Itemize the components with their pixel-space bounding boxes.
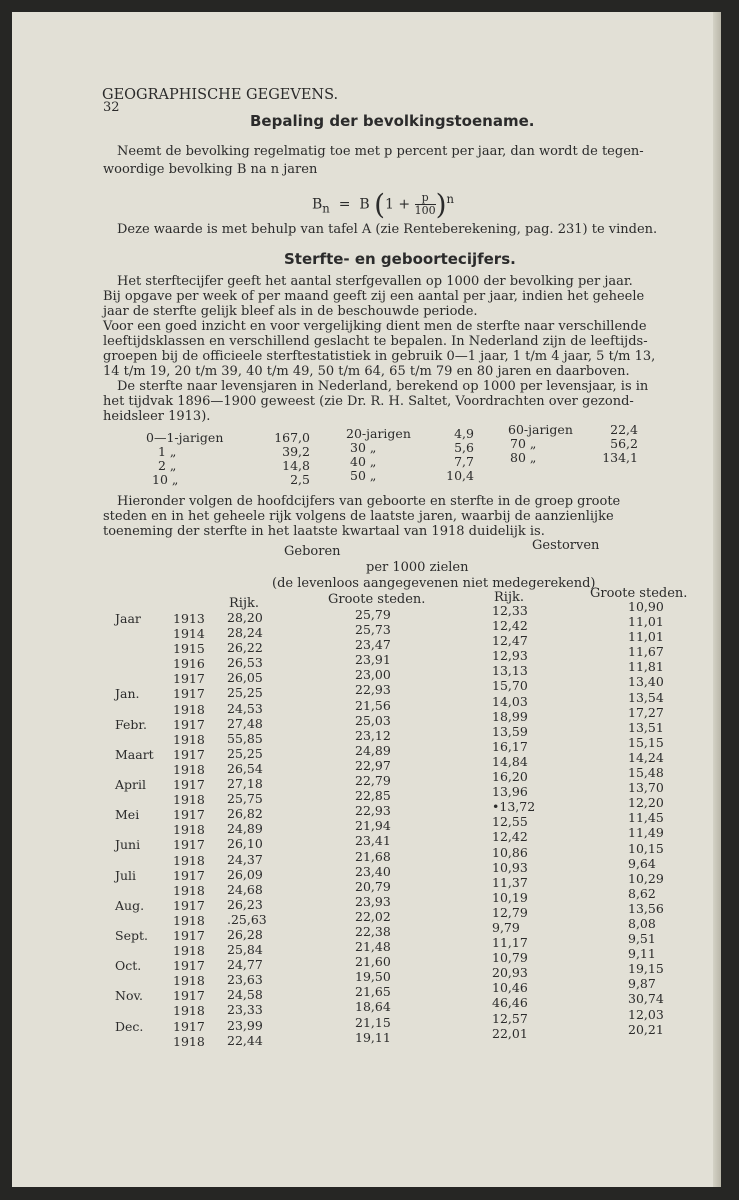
born-rijk-cell: 23,63 [227,972,263,988]
growth-formula: $B_n = B$ (1 + $\frac{p}{100})^n$ [312,188,455,221]
year-cell: 1918 [173,943,205,959]
age-value: 14,8 [282,458,310,473]
died-groote-cell: 12,20 [628,795,664,811]
born-groote-cell: 23,41 [355,833,391,849]
year-cell: 1917 [173,837,205,853]
born-rijk-cell: 24,53 [227,700,263,716]
born-rijk-cell: 26,54 [227,760,263,776]
age-labels-2 [346,426,411,482]
col-died-groote: Groote steden. [590,586,688,601]
age-label: 50 „ [350,468,377,483]
died-rijk-cell: 11,37 [492,874,528,890]
age-label: 40 „ [350,454,377,469]
section-title-sterfte: Sterfte- en geboortecijfers. [284,250,516,268]
column-born-rijk [227,610,267,1048]
age-label: 0—1-jarigen [146,430,224,445]
period-cell: Jaar [115,611,141,626]
period-cell [115,883,154,898]
intro-line: woordige bevolking B na n jaren [103,162,318,177]
year-cell: 1913 [173,611,205,626]
born-groote-cell: 22,93 [355,803,391,819]
year-cell: 1917 [173,927,205,943]
year-cell: 1917 [173,897,205,913]
period-cell: Jan. [115,686,140,702]
born-groote-cell: 18,64 [355,999,391,1015]
died-groote-cell: 11,01 [628,614,664,630]
period-cell: Sept. [115,927,148,943]
died-rijk-cell: 20,93 [492,965,528,981]
para-line: steden en in het geheele rijk volgens de laatste jaren, waarbij de aanzienlijke [103,509,614,524]
period-cell [115,973,154,988]
age-label: 10 „ [152,472,179,487]
died-rijk-cell: 12,42 [492,618,528,634]
age-label: 2 „ [158,458,177,473]
died-groote-cell: 13,54 [628,689,664,705]
died-groote-cell: 20,21 [628,1021,664,1037]
para-line: Het sterftecijfer geeft het aantal sterfgevallen op 1000 der bevolking per jaar. [117,274,633,289]
period-cell: Aug. [115,897,145,913]
born-groote-cell: 23,93 [355,893,391,909]
born-rijk-cell: 22,44 [227,1032,263,1048]
born-rijk-cell: 26,53 [227,655,263,671]
died-rijk-cell: 12,33 [492,603,528,618]
period-cell: Oct. [115,958,142,974]
died-groote-cell: 11,45 [628,810,664,826]
died-groote-cell: 10,29 [628,870,664,886]
age-value: 2,5 [290,472,310,487]
born-groote-cell: 25,79 [355,607,391,622]
year-cell: 1918 [173,761,205,777]
section-title-bevolkingstoename: Bepaling der bevolkingstoename. [250,112,535,130]
died-rijk-cell: 22,01 [492,1025,528,1041]
died-groote-cell: 9,11 [628,946,656,962]
died-groote-cell: 10,15 [628,840,664,856]
age-value: 7,7 [454,454,474,469]
header-note: (de levenloos aangegevenen niet medegerekend) [272,576,596,591]
age-value: 4,9 [454,426,474,441]
died-groote-cell: 9,64 [628,855,656,871]
period-cell [115,732,154,747]
died-rijk-cell: 10,93 [492,859,528,875]
age-label: 30 „ [350,440,377,455]
died-groote-cell: 12,03 [628,1006,664,1022]
born-groote-cell: 23,40 [355,863,391,879]
died-groote-cell: 11,01 [628,629,664,645]
year-cell: 1918 [173,792,205,808]
born-rijk-cell: 25,25 [227,745,263,761]
formula-note: Deze waarde is met behulp van tafel A (zie Renteberekening, pag. 231) te vinden. [117,222,658,237]
age-values-3 [594,422,638,464]
period-cell: Maart [115,746,154,762]
period-cell [115,1003,154,1018]
died-rijk-cell: 11,17 [492,935,528,951]
born-groote-cell: 21,60 [355,954,391,970]
age-label: 60-jarigen [508,422,573,437]
para-line: leeftijdsklassen en verschillend geslacht te bepalen. In Nederland zijn de leeftijds- [103,334,648,349]
born-rijk-cell: 24,68 [227,881,263,897]
col-born-rijk: Rijk. [229,596,259,611]
year-cell: 1917 [173,958,205,974]
born-groote-cell: 23,00 [355,667,391,683]
died-rijk-cell: 16,17 [492,738,528,754]
period-cell: Nov. [115,988,144,1004]
period-cell [115,762,154,777]
died-rijk-cell: 13,59 [492,723,528,739]
died-rijk-cell: 9,79 [492,919,520,935]
period-cell [115,1034,154,1049]
died-groote-cell: 13,56 [628,900,664,916]
born-rijk-cell: 23,99 [227,1017,263,1033]
year-cell: 1914 [173,626,205,642]
formula-fraction [415,192,436,217]
born-rijk-cell: 25,84 [227,942,263,958]
page-number: 32 [103,100,120,115]
born-rijk-cell: 26,05 [227,670,263,686]
para-line: De sterfte naar levensjaren in Nederland, berekend op 1000 per levensjaar, is in [117,379,649,394]
born-groote-cell: 23,91 [355,652,391,668]
died-groote-cell: 11,67 [628,644,664,660]
year-cell: 1917 [173,867,205,883]
died-rijk-cell: 46,46 [492,995,528,1011]
age-value: 5,6 [454,440,474,455]
age-label: 80 „ [510,450,537,465]
year-cell: 1918 [173,852,205,868]
year-cell: 1916 [173,656,205,672]
died-groote-cell: 8,08 [628,915,656,931]
period-cell [115,641,154,656]
period-cell [115,913,154,928]
para-line: toeneming der sterfte in het laatste kwartaal van 1918 duidelijk is. [103,524,545,539]
header-gestorven: Gestorven [532,538,600,553]
born-rijk-cell: 55,85 [227,730,263,746]
born-groote-cell: 19,50 [355,969,391,985]
period-cell: Mei [115,807,140,823]
col-died-rijk: Rijk. [494,590,524,605]
born-groote-cell: 22,85 [355,788,391,804]
died-rijk-cell: 15,70 [492,678,528,694]
died-rijk-cell: 14,03 [492,693,528,709]
formula-lhs-sub: n [322,201,330,216]
period-cell [115,822,154,837]
died-groote-cell: 13,40 [628,674,664,690]
born-groote-cell: 25,03 [355,712,391,728]
born-rijk-cell: 25,25 [227,685,263,701]
born-rijk-cell: 26,82 [227,806,263,822]
year-cell: 1917 [173,988,205,1004]
died-rijk-cell: 12,93 [492,648,528,664]
born-groote-cell: 25,73 [355,622,391,638]
died-rijk-cell: 16,20 [492,769,528,785]
born-rijk-cell: 24,77 [227,957,263,973]
born-rijk-cell: 26,22 [227,640,263,656]
born-groote-cell: 23,47 [355,637,391,653]
period-cell [115,943,154,958]
age-values-1 [264,430,310,486]
died-rijk-cell: •13,72 [492,799,536,815]
born-rijk-cell: 24,89 [227,821,263,837]
born-groote-cell: 21,65 [355,984,391,1000]
para-line: groepen bij de officieele sterftestatistiek in gebruik 0—1 jaar, 1 t/m 4 jaar, 5 t/m 13, [103,349,656,364]
para-line: Voor een goed inzicht en voor vergelijking dient men de sterfte naar verschillende [103,319,647,334]
para-line: jaar de sterfte gelijk bleef als in de beschouwde periode. [103,304,478,319]
column-died-groote [628,599,664,1037]
died-groote-cell: 30,74 [628,991,664,1007]
header-geboren: Geboren [284,544,341,559]
formula-lhs: B [312,196,323,213]
born-rijk-cell: 25,75 [227,791,263,807]
period-cell [115,702,154,717]
died-rijk-cell: 12,42 [492,829,528,845]
age-labels-3 [508,422,573,464]
born-groote-cell: 22,97 [355,757,391,773]
born-groote-cell: 20,79 [355,878,391,894]
died-groote-cell: 13,51 [628,719,664,735]
year-cell: 1917 [173,671,205,687]
year-cell: 1915 [173,641,205,657]
period-cell [115,853,154,868]
died-rijk-cell: 10,46 [492,980,528,996]
year-cell: 1917 [173,1018,205,1034]
age-value: 39,2 [282,444,310,459]
period-cell: Juli [115,867,137,883]
intro-line: Neemt de bevolking regelmatig toe met p percent per jaar, dan wordt de tegen- [117,144,644,159]
period-cell [115,656,154,671]
born-groote-cell: 21,56 [355,697,391,713]
year-cell: 1918 [173,882,205,898]
born-groote-cell: 21,68 [355,848,391,864]
year-cell: 1918 [173,731,205,747]
age-value: 167,0 [274,430,310,445]
born-groote-cell: 24,89 [355,742,391,758]
age-label: 20-jarigen [346,426,411,441]
age-values-2 [438,426,474,482]
period-cell: Juni [115,837,141,853]
column-born-groote [355,607,391,1045]
running-header: GEOGRAPHISCHE GEGEVENS. [102,87,339,103]
died-rijk-cell: 13,96 [492,784,528,800]
year-cell: 1917 [173,777,205,793]
born-groote-cell: 22,79 [355,773,391,789]
died-rijk-cell: 18,99 [492,708,528,724]
born-rijk-cell: .25,63 [227,911,267,927]
para-line: Bij opgave per week of per maand geeft zij een aantal per jaar, indien het geheele [103,289,645,304]
page-edge-shadow [713,12,721,1187]
period-cell [115,671,154,686]
died-groote-cell: 9,87 [628,976,656,992]
period-cell [115,626,154,641]
born-groote-cell: 23,12 [355,727,391,743]
col-born-groote: Groote steden. [328,592,426,607]
born-rijk-cell: 26,23 [227,896,263,912]
died-groote-cell: 15,15 [628,734,664,750]
column-died-rijk [492,603,535,1041]
year-cell: 1917 [173,716,205,732]
period-cell: April [115,777,146,793]
age-value: 134,1 [602,450,638,465]
column-year [173,611,205,1049]
died-rijk-cell: 10,19 [492,889,528,905]
book-page [12,12,721,1187]
year-cell: 1918 [173,822,205,838]
died-groote-cell: 13,70 [628,780,664,796]
born-groote-cell: 19,11 [355,1029,391,1045]
year-cell: 1918 [173,701,205,717]
born-rijk-cell: 28,24 [227,625,263,641]
died-groote-cell: 11,49 [628,825,664,841]
born-rijk-cell: 23,33 [227,1002,263,1018]
year-cell: 1917 [173,686,205,702]
para-line: het tijdvak 1896—1900 geweest (zie Dr. R. H. Saltet, Voordrachten over gezond- [103,394,634,409]
died-rijk-cell: 12,79 [492,904,528,920]
formula-num: p [415,192,436,205]
age-labels-1 [146,430,223,486]
died-rijk-cell: 13,13 [492,663,528,679]
header-per-1000: per 1000 zielen [366,560,469,575]
formula-b: B [359,196,370,213]
born-groote-cell: 22,02 [355,908,391,924]
born-groote-cell: 21,48 [355,939,391,955]
died-groote-cell: 17,27 [628,704,664,720]
para-line: 14 t/m 19, 20 t/m 39, 40 t/m 49, 50 t/m 64, 65 t/m 79 en 80 jaren en daarboven. [103,364,630,379]
born-rijk-cell: 26,10 [227,836,263,852]
born-rijk-cell: 28,20 [227,610,263,625]
died-rijk-cell: 10,79 [492,950,528,966]
born-groote-cell: 22,38 [355,923,391,939]
age-label: 70 „ [510,436,537,451]
age-value: 22,4 [610,422,638,437]
died-rijk-cell: 12,47 [492,633,528,649]
born-rijk-cell: 27,48 [227,715,263,731]
died-rijk-cell: 10,86 [492,844,528,860]
age-value: 10,4 [446,468,474,483]
age-value: 56,2 [610,436,638,451]
died-groote-cell: 8,62 [628,885,656,901]
year-cell: 1918 [173,912,205,928]
born-groote-cell: 21,15 [355,1014,391,1030]
period-cell: Dec. [115,1018,144,1034]
formula-exp: n [446,191,455,206]
born-rijk-cell: 27,18 [227,776,263,792]
born-rijk-cell: 26,09 [227,866,263,882]
died-groote-cell: 19,15 [628,961,664,977]
column-period [115,611,154,1049]
year-cell: 1917 [173,746,205,762]
died-groote-cell: 10,90 [628,599,664,614]
born-rijk-cell: 24,37 [227,851,263,867]
period-cell: Febr. [115,716,147,732]
born-groote-cell: 22,93 [355,682,391,698]
age-label: 1 „ [158,444,177,459]
year-cell: 1918 [173,973,205,989]
died-groote-cell: 11,81 [628,659,664,675]
para-line: Hieronder volgen de hoofdcijfers van geboorte en sterfte in de groep groote [117,494,621,509]
died-rijk-cell: 14,84 [492,753,528,769]
born-rijk-cell: 24,58 [227,987,263,1003]
born-groote-cell: 21,94 [355,818,391,834]
born-rijk-cell: 26,28 [227,926,263,942]
died-groote-cell: 15,48 [628,765,664,781]
formula-eq: = [338,196,351,213]
period-cell [115,792,154,807]
para-line: heidsleer 1913). [103,409,211,424]
died-groote-cell: 14,24 [628,749,664,765]
formula-den: 100 [414,204,436,217]
formula-one: 1 + [385,196,411,213]
year-cell: 1918 [173,1033,205,1049]
year-cell: 1918 [173,1003,205,1019]
died-rijk-cell: 12,57 [492,1010,528,1026]
died-groote-cell: 9,51 [628,931,656,947]
died-rijk-cell: 12,55 [492,814,528,830]
year-cell: 1917 [173,807,205,823]
